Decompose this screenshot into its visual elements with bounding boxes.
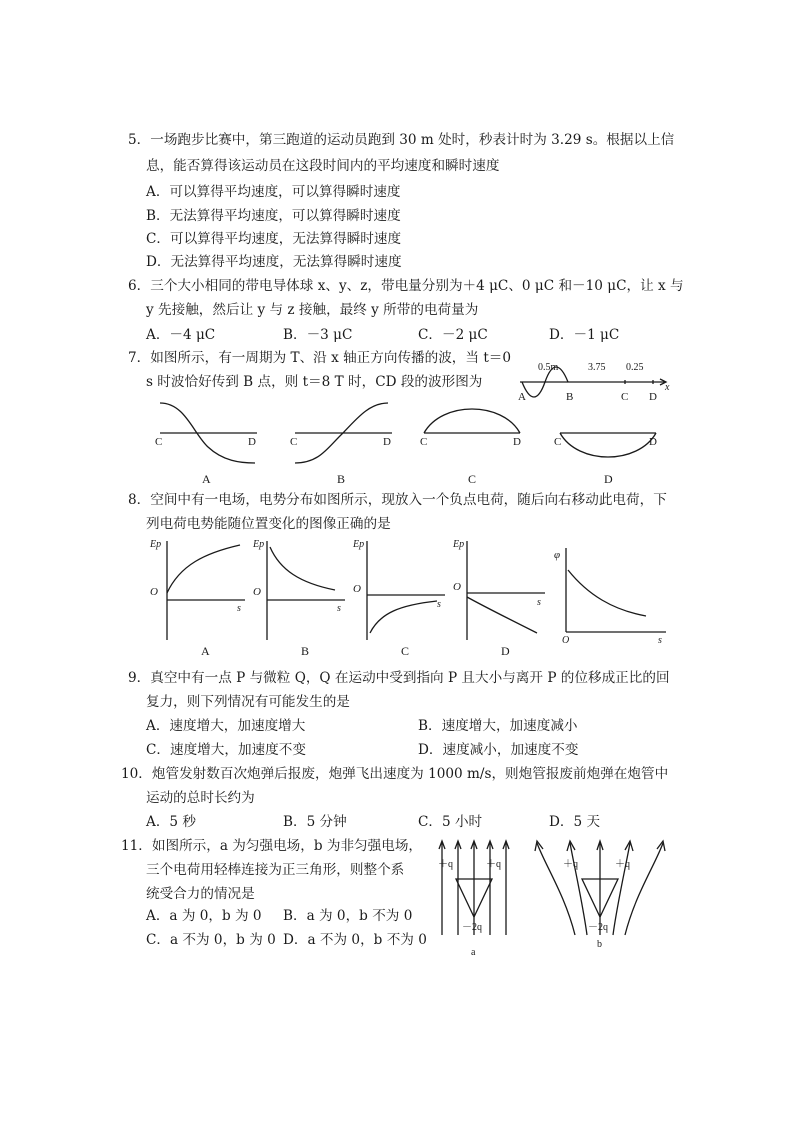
q9-stem-line2: 复力，则下列情况有可能发生的是 xyxy=(146,694,350,710)
q8a-origin: O xyxy=(150,586,158,598)
q7c-letter: C xyxy=(468,472,477,486)
q7c-curve xyxy=(424,409,520,433)
q8a-letter: A xyxy=(201,644,210,658)
q10-option-a: A．5 秒 xyxy=(146,814,196,830)
q8c-curve xyxy=(370,601,437,633)
q8b-origin: O xyxy=(253,586,261,598)
q8a-ylabel: Ep xyxy=(150,539,162,550)
q8d-letter: D xyxy=(501,644,510,658)
q11-stem-line3: 统受合力的情况是 xyxy=(146,886,255,902)
q7-point-d: D xyxy=(649,391,657,403)
q5-option-c: C．可以算得平均速度，无法算得瞬时速度 xyxy=(146,231,402,247)
q7a-c: C xyxy=(155,436,163,448)
q11-figure-a xyxy=(430,835,525,960)
q6-option-b: B．－3 μC xyxy=(283,327,353,343)
q6-option-d: D．－1 μC xyxy=(549,327,620,343)
q8-option-d-graph xyxy=(445,535,560,660)
q7-point-b: B xyxy=(566,391,574,403)
q7a-d: D xyxy=(248,436,256,448)
q9-option-d: D．速度减小，加速度不变 xyxy=(418,742,579,758)
q8a-xlabel: s xyxy=(237,603,241,614)
q7-stem-line2: s 时波恰好传到 B 点，则 t＝8 T 时，CD 段的波形图为 xyxy=(146,374,483,390)
q8c-xlabel: s xyxy=(437,599,441,610)
q7b-c: C xyxy=(290,436,298,448)
q5-option-a: A．可以算得平均速度，可以算得瞬时速度 xyxy=(146,184,401,200)
q5-option-b: B．无法算得平均速度，可以算得瞬时速度 xyxy=(146,208,401,224)
q8-option-c-graph xyxy=(345,535,460,660)
q7b-letter: B xyxy=(337,472,346,486)
q6-option-a: A．－4 μC xyxy=(146,327,216,343)
q8d-curve xyxy=(467,597,537,633)
q8b-letter: B xyxy=(301,644,310,658)
q11-figure-b xyxy=(525,835,675,960)
q7d-d: D xyxy=(649,436,657,448)
q8-stem-line2: 列电荷电势能随位置变化的图像正确的是 xyxy=(146,516,391,532)
q8d-ylabel: Ep xyxy=(453,539,465,550)
q5-stem-line2: 息，能否算得该运动员在这段时间内的平均速度和瞬时速度 xyxy=(146,158,500,174)
q8-phi-origin: O xyxy=(562,635,570,645)
q11a-minus-2q: －2q xyxy=(462,922,482,933)
q7d-c: C xyxy=(554,436,562,448)
q8b-curve xyxy=(270,547,335,590)
q8c-origin: O xyxy=(353,583,361,595)
q9-option-b: B．速度增大，加速度减小 xyxy=(418,718,578,734)
q8-phi-label: φ xyxy=(554,549,561,561)
q7-point-c: C xyxy=(621,391,629,403)
q11-stem-line1: 11．如图所示，a 为匀强电场，b 为非匀强电场， xyxy=(121,838,423,854)
q10-option-b: B．5 分钟 xyxy=(283,814,347,830)
q7d-curve xyxy=(560,433,656,457)
q8c-letter: C xyxy=(401,644,410,658)
q7-option-a-graph xyxy=(145,395,270,490)
q11-stem-line2: 三个电荷用轻棒连接为正三角形，则整个系 xyxy=(146,862,405,878)
q6-option-c: C．－2 μC xyxy=(418,327,488,343)
q8b-ylabel: Ep xyxy=(253,539,265,550)
q7-label-025: 0.25 xyxy=(626,362,644,373)
q8b-xlabel: s xyxy=(337,603,341,614)
q7-label-05m: 0.5m xyxy=(538,362,559,373)
q10-option-d: D．5 天 xyxy=(549,814,601,830)
q8-phi-curve xyxy=(568,570,646,616)
q8-option-a-graph xyxy=(145,535,260,660)
q10-stem-line1: 10．炮管发射数百次炮弹后报废，炮弹飞出速度为 1000 m/s，则炮管报废前炮弹在炮管中 xyxy=(121,766,669,782)
q11b-plus-q-left: ＋q xyxy=(563,859,578,870)
q8-option-b-graph xyxy=(245,535,360,660)
q11-option-a: A．a 为 0，b 为 0 xyxy=(146,908,262,924)
q11a-plus-q-right: ＋q xyxy=(486,859,501,870)
q7-label-375: 3.75 xyxy=(588,362,606,373)
q10-option-c: C．5 小时 xyxy=(418,814,483,830)
q7-point-a: A xyxy=(518,391,526,403)
q9-option-c: C．速度增大，加速度不变 xyxy=(146,742,306,758)
q8-stem-line1: 8．空间中有一电场，电势分布如图所示，现放入一个负点电荷，随后向右移动此电荷，下 xyxy=(128,492,667,508)
q11-option-c: C．a 不为 0，b 为 0 xyxy=(146,932,276,948)
q5-option-d: D．无法算得平均速度，无法算得瞬时速度 xyxy=(146,254,402,270)
q7-axis-label: x xyxy=(665,382,670,393)
q7b-d: D xyxy=(383,436,391,448)
q8-potential-graph xyxy=(548,540,673,645)
q11a-plus-q-left: ＋q xyxy=(438,859,453,870)
q10-stem-line2: 运动的总时长约为 xyxy=(146,790,255,806)
q6-stem-line1: 6．三个大小相同的带电导体球 x、y、z，带电量分别为＋4 μC、0 μC 和－10 μC，让 x 与 xyxy=(128,278,684,294)
q11b-plus-q-right: ＋q xyxy=(615,859,630,870)
q8-phi-xlabel: s xyxy=(658,635,662,645)
q11a-label: a xyxy=(471,947,476,958)
q8d-origin: O xyxy=(453,581,461,593)
q5-stem-line1: 5．一场跑步比赛中，第三跑道的运动员跑到 30 m 处时，秒表计时为 3.29 s。根据以上信 xyxy=(128,132,675,148)
q8d-xlabel: s xyxy=(537,597,541,608)
q7-option-b-graph xyxy=(280,395,405,490)
q8a-curve xyxy=(167,545,240,593)
q7c-d: D xyxy=(513,436,521,448)
q11-option-d: D．a 不为 0，b 不为 0 xyxy=(283,932,427,948)
q11-option-b: B．a 为 0，b 不为 0 xyxy=(283,908,413,924)
q8c-ylabel: Ep xyxy=(353,539,365,550)
q11b-minus-2q: －2q xyxy=(588,922,608,933)
q7-option-c-graph xyxy=(412,395,537,490)
q9-option-a: A．速度增大，加速度增大 xyxy=(146,718,306,734)
q7-stem-line1: 7．如图所示，有一周期为 T、沿 x 轴正方向传播的波，当 t＝0 xyxy=(128,350,512,366)
q9-stem-line1: 9．真空中有一点 P 与微粒 Q，Q 在运动中受到指向 P 且大小与离开 P 的位移成正比的回 xyxy=(128,670,670,686)
q11b-label: b xyxy=(597,939,602,950)
q7-option-d-graph xyxy=(548,395,673,490)
q7a-letter: A xyxy=(202,472,211,486)
q7d-letter: D xyxy=(604,472,613,486)
q7c-c: C xyxy=(420,436,428,448)
q6-stem-line2: y 先接触，然后让 y 与 z 接触，最终 y 所带的电荷量为 xyxy=(146,302,479,318)
